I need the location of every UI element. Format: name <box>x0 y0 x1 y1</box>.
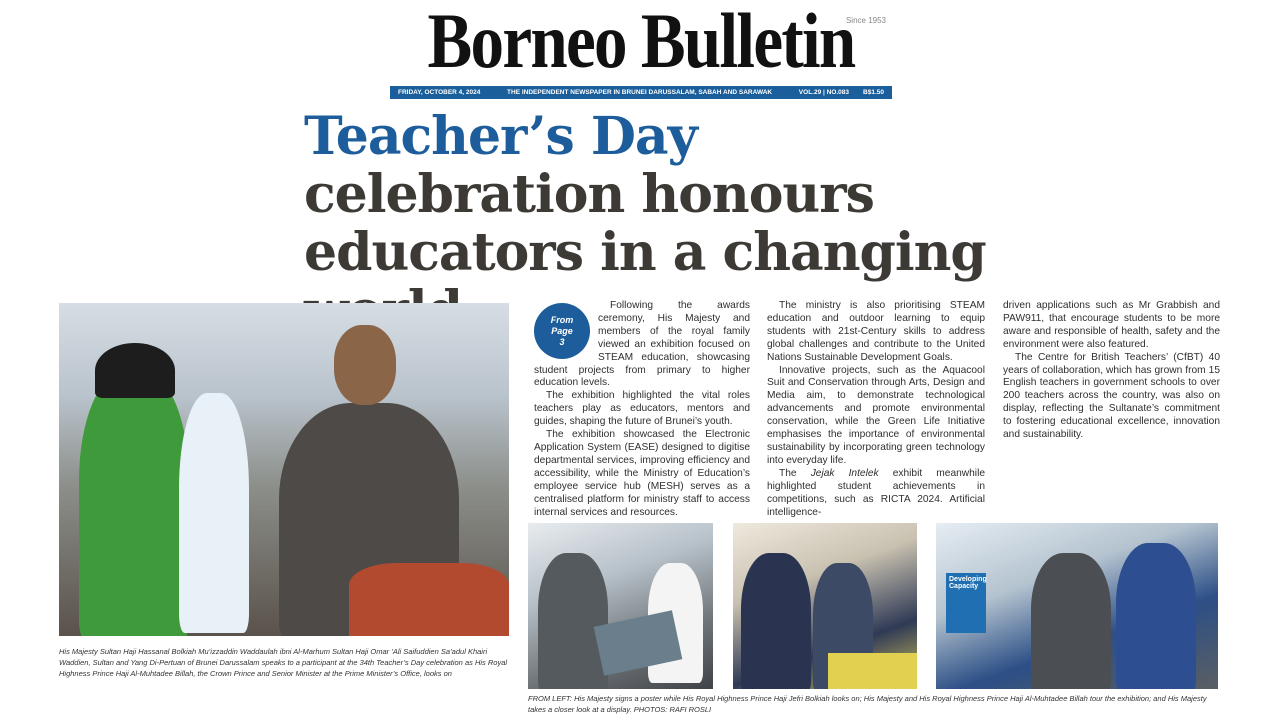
paragraph: The Jejak Intelek exhibit meanwhile highlighted student achievements in competitions, such as RICTA 2024. Artificial intelligence- <box>767 467 985 518</box>
main-photo <box>59 303 509 636</box>
article-column-2 <box>767 300 985 519</box>
paragraph: driven applications such as Mr Grabbish and PAW911, that encourage students to be more aware and responsible of health, safety and the environment were also featured. <box>1003 300 1220 350</box>
masthead-bar <box>390 86 892 99</box>
photo-touring-exhibition <box>733 523 917 689</box>
masthead <box>390 0 892 84</box>
headline-lead: Teacher’s Day <box>304 106 697 167</box>
main-photo-caption: His Majesty Sultan Haji Hassanal Bolkiah Mu’izzaddin Waddaulah ibni Al-Marhum Sultan Haji Omar ’Ali Saifuddien Sa’adul Khairi Waddien, Sultan and Yang Di-Pertuan of Brunei Darussalam speaks to a participant at the 34th Teacher’s Day celebration as His Royal Highness Prince Haji Al-Muhtadee Billah, the Crown Prince and Senior Minister at the Prime Minister’s Office, looks on <box>59 647 508 678</box>
volume-number: VOL.29 | NO.083 <box>798 89 850 96</box>
continued-from-badge: From Page 3 <box>534 303 590 359</box>
sultan-figure <box>1031 553 1111 689</box>
student-figure <box>79 373 189 636</box>
paragraph: The Centre for British Teachers’ (CfBT) 40 years of collaboration, which has grown from 15 English teachers in government schools to over 200 teachers across the country, was also on display, reflecting the Sultanate’s commitment to fostering educational excellence, innovation and sustainability. <box>1003 351 1220 441</box>
tagline: THE INDEPENDENT NEWSPAPER IN BRUNEI DARUSSALAM, SABAH AND SARAWAK <box>507 89 773 96</box>
paragraph: The exhibition highlighted the vital roles teachers play as educators, mentors and guides, shaping the future of Brunei’s youth. <box>534 390 750 428</box>
article-column-3 <box>1003 300 1220 442</box>
display-table <box>828 653 917 689</box>
headline-rest: celebration honours educators in a changing <box>304 164 986 283</box>
student-figure-2 <box>179 393 249 633</box>
sultan-figure <box>538 553 608 689</box>
exhibit-name: Jejak Intelek <box>810 467 879 479</box>
newspaper-title: Borneo Bulletin <box>427 0 855 84</box>
songkok-hat <box>95 343 175 398</box>
photo-signing-poster <box>528 523 713 689</box>
article-column-1 <box>534 300 750 519</box>
foreground-participant <box>349 563 509 636</box>
paragraph: Innovative projects, such as the Aquacool Suit and Conservation through Arts, Design and Media aim, to demonstrate technological advancements and promote environmental conservation, while the Green Life Initiative emphasises the importance of environmental sustainability by incorporating green technology into everyday life. <box>767 364 985 466</box>
price: B$1.50 <box>863 89 884 96</box>
presenter-figure <box>1116 543 1196 689</box>
paragraph: The ministry is also prioritising STEAM education and outdoor learning to equip students with 21st-Century skills to address global challenges and contribute to the United Nations Sustainable Development Goals. <box>767 300 985 363</box>
photo-display <box>936 523 1218 689</box>
since-label: Since 1953 <box>845 16 886 25</box>
paragraph: Following the awards ceremony, His Majesty and members of the royal family viewed an exhibition focused on STEAM education, showcasing student projects from primary to higher education levels. <box>534 300 750 389</box>
photo-row-caption: FROM LEFT: His Majesty signs a poster while His Royal Highness Prince Haji Jefri Bolkiah looks on; His Majesty and His Royal Highness Prince Haji Al-Muhtadee Billah tour the exhibition; and His Majesty takes a closer look at a display. PHOTOS: RAFI ROSLI <box>528 694 1207 714</box>
sultan-head <box>334 325 396 405</box>
paragraph: The exhibition showcased the Electronic Application System (EASE) designed to digitise departmental services, improving efficiency and accessibility, while the Ministry of Education’s employee service hub (MESH) serves as a centralised platform for ministry staff to access internal services and resources. <box>534 429 750 518</box>
issue-date: FRIDAY, OCTOBER 4, 2024 <box>398 89 481 96</box>
crown-prince-figure <box>741 553 811 689</box>
exhibition-panel: Developing Capacity <box>946 573 986 633</box>
